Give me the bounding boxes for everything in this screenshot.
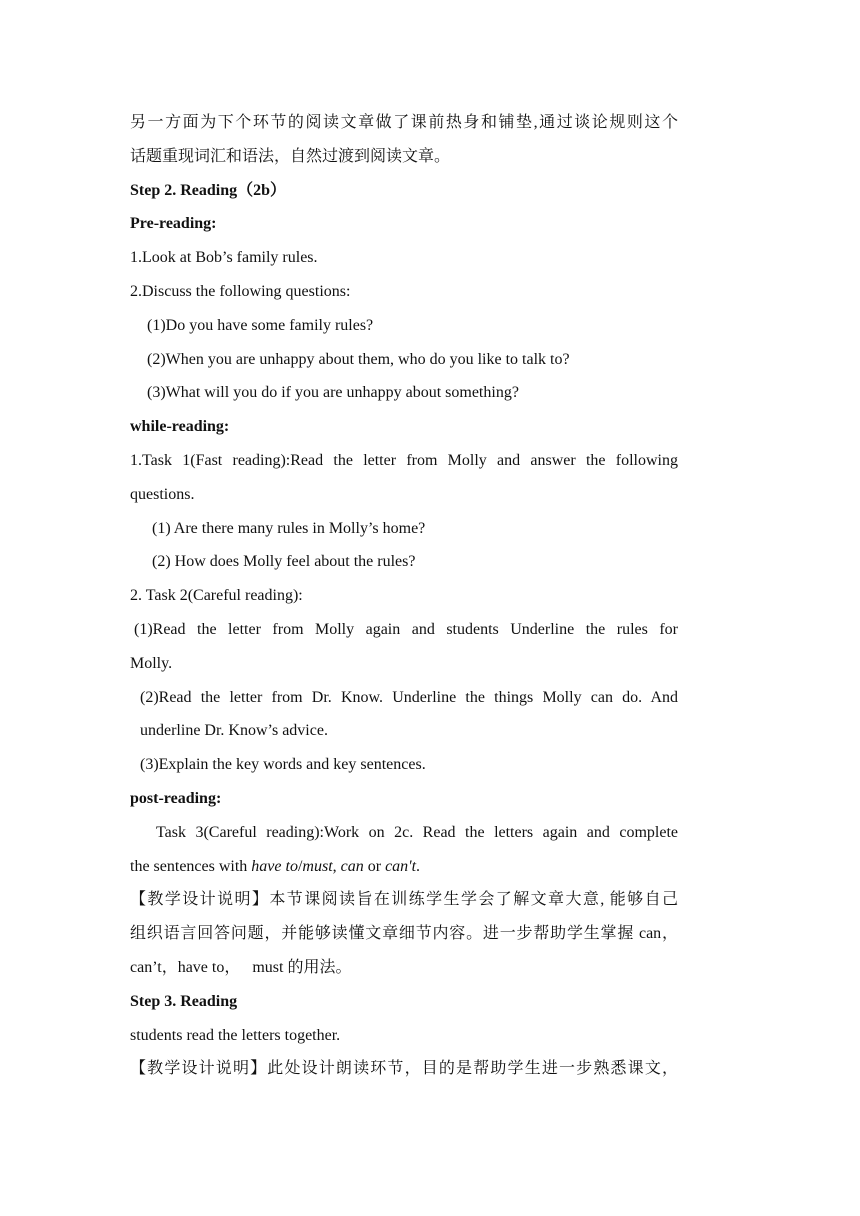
post-reading-heading: post-reading: — [130, 789, 222, 807]
task3-line-1: Task 3(Careful reading):Work on 2c. Read the letters again and complete — [156, 823, 678, 841]
pre-reading-item-2: 2.Discuss the following questions: — [130, 282, 351, 300]
document-page — [130, 106, 678, 1086]
task1-line-2: questions. — [130, 485, 195, 503]
task1-line-1: 1.Task 1(Fast reading):Read the letter from Molly and answer the following — [130, 451, 678, 469]
task3-comma: , — [332, 857, 341, 875]
design-note-1-line-1: 【教学设计说明】本节课阅读旨在训练学生学会了解文章大意, 能够自己 — [130, 891, 678, 909]
modal-can: can — [340, 857, 364, 875]
pre-reading-item-1: 1.Look at Bob’s family rules. — [130, 249, 318, 267]
task2-heading: 2. Task 2(Careful reading): — [130, 587, 303, 605]
task2-item-2-line-1: (2)Read the letter from Dr. Know. Underline the things Molly can do. And — [140, 688, 678, 706]
pre-reading-heading: Pre-reading: — [130, 215, 217, 233]
modal-cant: can't — [385, 857, 417, 875]
step3-heading: Step 3. Reading — [130, 992, 238, 1010]
task2-item-1-line-1: (1)Read the letter from Molly again and students Underline the rules for — [134, 620, 678, 638]
task3-or: or — [363, 857, 386, 875]
task2-item-1-line-2: Molly. — [130, 654, 173, 672]
task3-line-2 — [130, 850, 678, 884]
paragraph-intro-line-1: 另一方面为下个环节的阅读文章做了课前热身和铺垫,通过谈论规则这个 — [130, 114, 678, 131]
task3-slash: / — [297, 857, 303, 875]
pre-reading-question-3: (3)What will you do if you are unhappy about something? — [147, 384, 519, 402]
task2-item-2-line-2: underline Dr. Know’s advice. — [140, 722, 328, 740]
task3-text: the sentences with — [130, 857, 252, 875]
design-note-2-line-1: 【教学设计说明】此处设计朗读环节，目的是帮助学生进一步熟悉课文， — [130, 1060, 678, 1078]
task1-question-1: (1) Are there many rules in Molly’s home? — [152, 519, 426, 537]
modal-have-to: have to — [251, 857, 298, 875]
while-reading-heading: while-reading: — [130, 418, 230, 436]
pre-reading-question-2: (2)When you are unhappy about them, who do you like to talk to? — [147, 350, 570, 368]
task2-item-3: (3)Explain the key words and key sentences. — [140, 756, 426, 774]
design-note-1-line-3: can’t，have to， must 的用法。 — [130, 958, 352, 976]
pre-reading-question-1: (1)Do you have some family rules? — [147, 316, 374, 334]
step3-text: students read the letters together. — [130, 1026, 341, 1044]
modal-must: must — [302, 857, 333, 875]
step2-heading: Step 2. Reading（2b） — [130, 181, 287, 199]
task3-period: . — [416, 857, 421, 875]
task1-question-2: (2) How does Molly feel about the rules? — [152, 553, 416, 571]
paragraph-intro-line-2: 话题重现词汇和语法，自然过渡到阅读文章。 — [130, 147, 451, 165]
design-note-1-line-2: 组织语言回答问题，并能够读懂文章细节内容。进一步帮助学生掌握 can， — [130, 925, 678, 943]
